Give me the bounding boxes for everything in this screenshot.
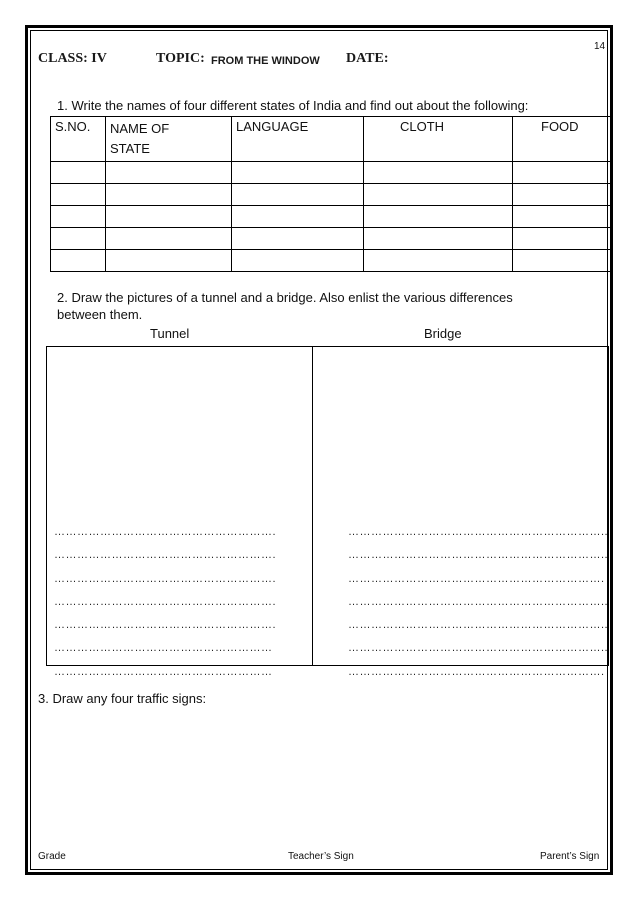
column-header-language: LANGUAGE [232, 117, 364, 162]
table-row [51, 250, 611, 272]
table-cell[interactable] [232, 250, 364, 272]
question-1-text: 1. Write the names of four different states of India and find out about the following: [57, 98, 529, 113]
table-cell[interactable] [513, 206, 611, 228]
topic-label: TOPIC: [156, 51, 205, 66]
answer-line[interactable]: ………………………………………………… [54, 642, 273, 655]
table-cell[interactable] [232, 228, 364, 250]
page-number: 14 [594, 41, 606, 52]
answer-line[interactable]: …………………………………………………. [54, 549, 277, 562]
table-cell[interactable] [106, 206, 232, 228]
table-cell[interactable] [106, 184, 232, 206]
column-header-state-text: NAME OF STATE [110, 121, 170, 156]
table-cell[interactable] [106, 250, 232, 272]
footer-grade: Grade [38, 851, 66, 862]
table-cell[interactable] [51, 206, 106, 228]
table-cell[interactable] [51, 250, 106, 272]
answer-line[interactable]: …………………………………………………. [54, 595, 277, 608]
date-label: DATE: [346, 51, 389, 66]
table-cell[interactable] [364, 228, 513, 250]
table-cell[interactable] [364, 206, 513, 228]
column-header-sno: S.NO. [51, 117, 106, 162]
table-cell[interactable] [106, 162, 232, 184]
answer-line[interactable]: …………………………………………………………. [348, 665, 605, 678]
table-header-row [51, 117, 611, 162]
topic-value-wrap [211, 53, 320, 69]
question-3-text: 3. Draw any four traffic signs: [38, 691, 207, 706]
answer-line[interactable]: ………………………………………………… [54, 665, 273, 678]
table-row [51, 162, 611, 184]
table-row [51, 206, 611, 228]
table-cell[interactable] [513, 162, 611, 184]
table-cell[interactable] [232, 162, 364, 184]
table-cell[interactable] [513, 184, 611, 206]
states-table [50, 116, 611, 272]
bridge-answer-lines [348, 521, 608, 684]
question-2-line-1: 2. Draw the pictures of a tunnel and a bridge. Also enlist the various differences [57, 290, 513, 305]
column-header-food: FOOD [513, 117, 611, 162]
bridge-heading: Bridge [424, 326, 462, 341]
table-cell[interactable] [513, 228, 611, 250]
class-label: CLASS: IV [38, 51, 107, 66]
answer-line[interactable]: …………………………………………………. [54, 572, 277, 585]
tunnel-heading: Tunnel [150, 326, 190, 341]
answer-line[interactable]: ………………………………………………………….. [348, 642, 609, 655]
answer-line[interactable]: ………………………………………………………….. [348, 526, 609, 538]
tunnel-answer-lines [54, 521, 276, 684]
answer-line[interactable]: ………………………………………………………….. [348, 595, 609, 608]
question-2-line-2: between them. [57, 307, 143, 322]
table-row [51, 228, 611, 250]
answer-line[interactable]: ………………………………………………………….. [348, 549, 609, 562]
table-cell[interactable] [51, 162, 106, 184]
table-cell[interactable] [51, 228, 106, 250]
topic-value: FROM THE WINDOW [211, 55, 320, 67]
answer-line[interactable]: …………………………………………………. [54, 526, 277, 538]
table-cell[interactable] [51, 184, 106, 206]
footer-parent-sign: Parent’s Sign [540, 851, 600, 862]
drawing-box-divider [312, 346, 313, 666]
table-cell[interactable] [232, 206, 364, 228]
table-cell[interactable] [364, 250, 513, 272]
answer-line[interactable]: ………………………………………………………….. [348, 619, 609, 632]
table-cell[interactable] [232, 184, 364, 206]
table-cell[interactable] [364, 162, 513, 184]
column-header-state [106, 117, 232, 162]
answer-line[interactable]: …………………………………………………………. [348, 572, 605, 585]
answer-line[interactable]: …………………………………………………. [54, 619, 277, 632]
table-row [51, 184, 611, 206]
column-header-cloth: CLOTH [364, 117, 513, 162]
table-cell[interactable] [513, 250, 611, 272]
table-cell[interactable] [364, 184, 513, 206]
footer-teacher-sign: Teacher’s Sign [288, 851, 354, 862]
table-cell[interactable] [106, 228, 232, 250]
